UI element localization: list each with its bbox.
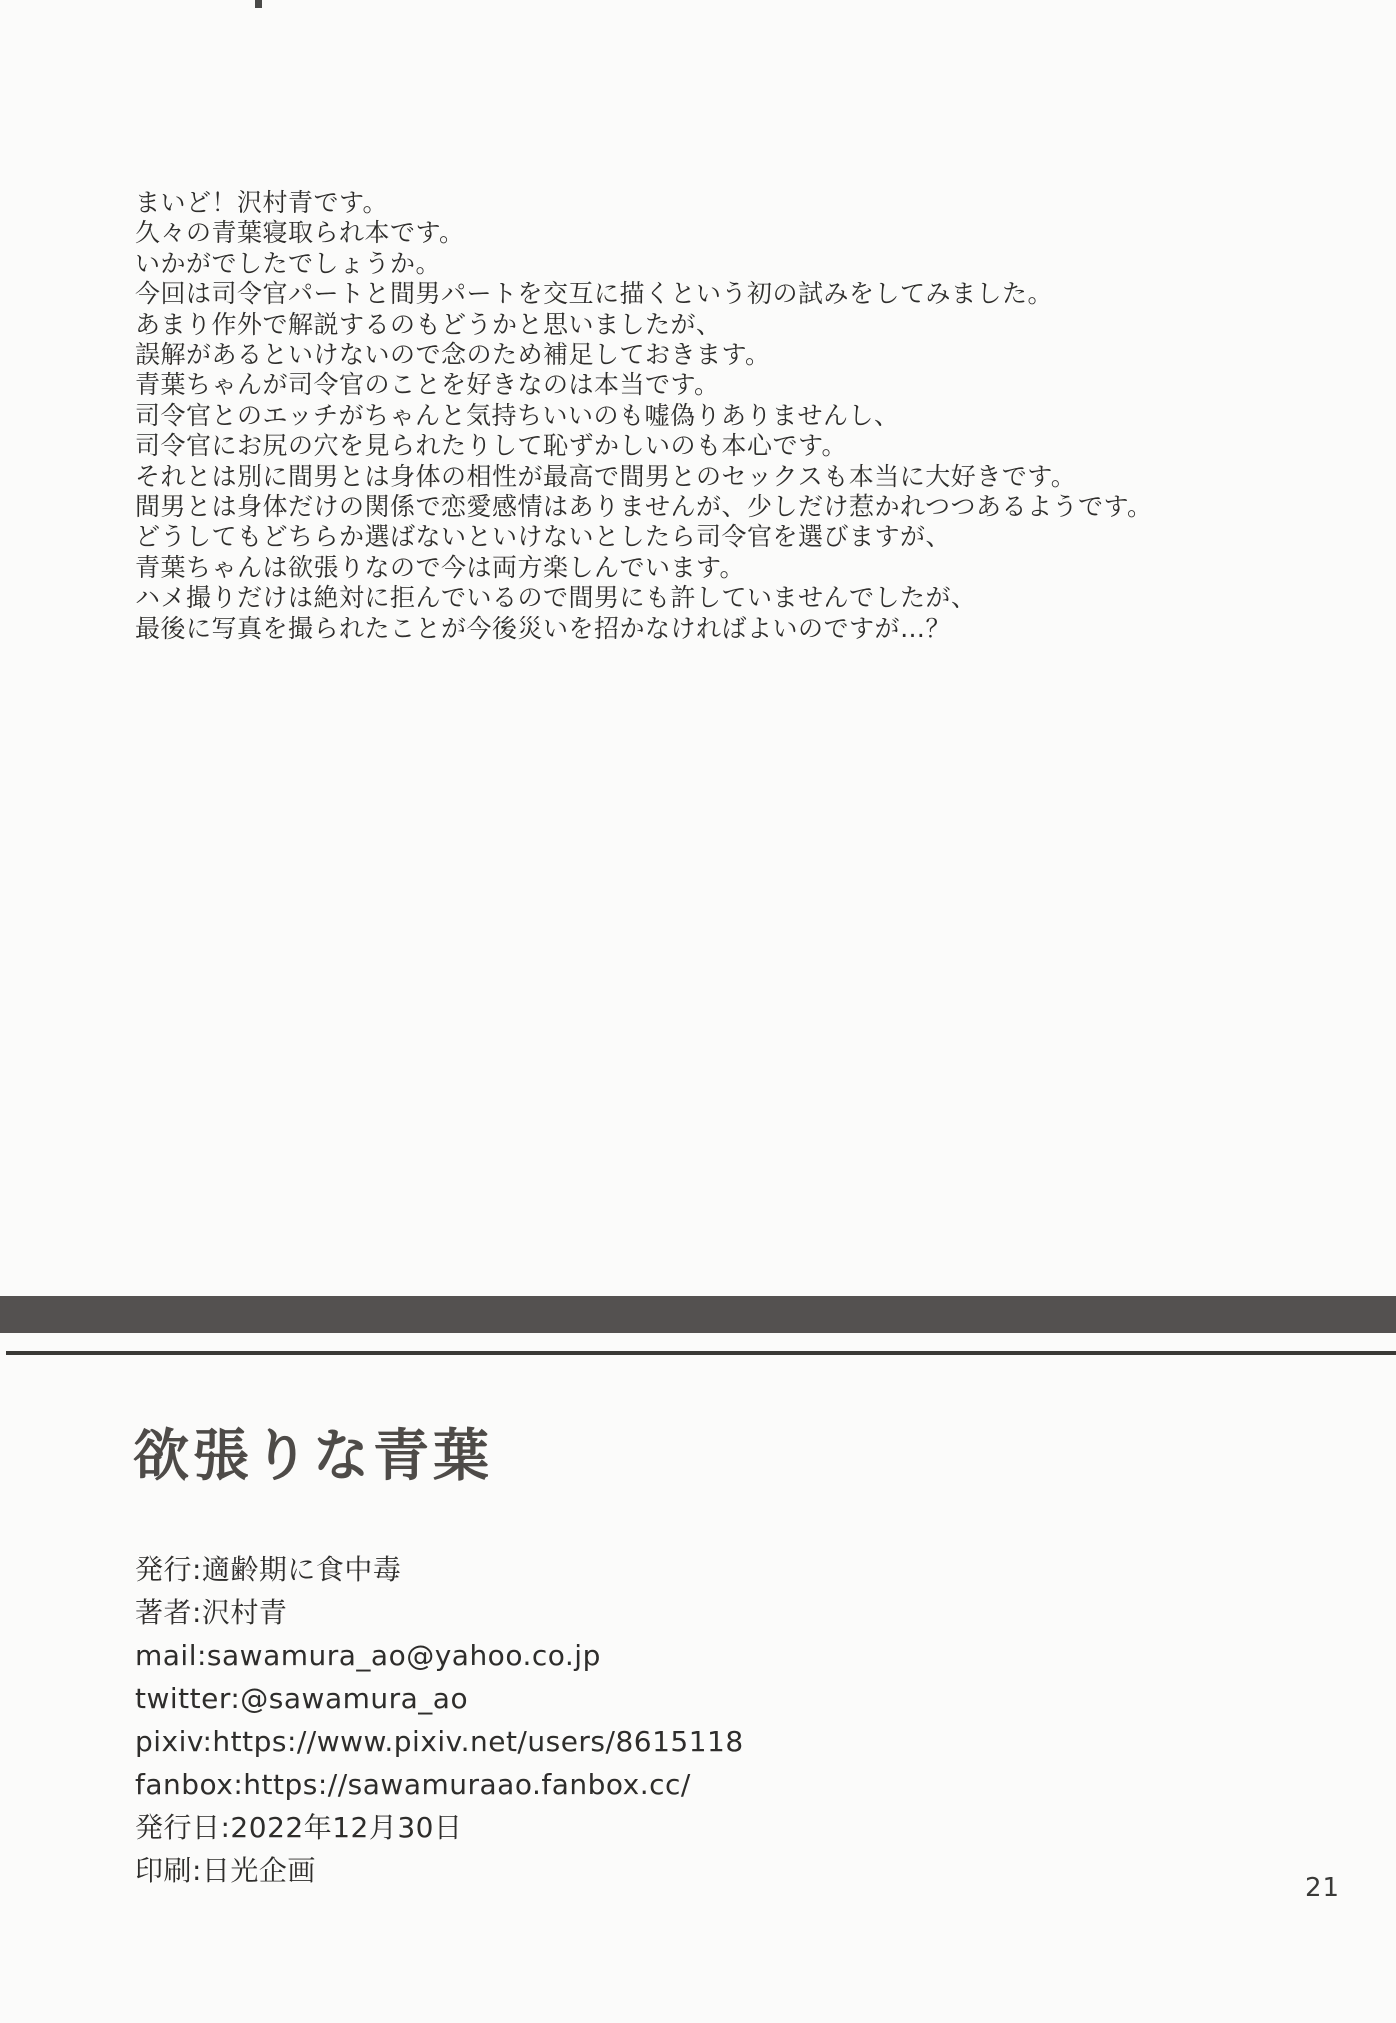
colophon-publish-date: 発行日:2022年12月30日 <box>135 1811 463 1844</box>
colophon-author: 著者:沢村青 <box>135 1596 288 1629</box>
book-title: 欲張りな青葉 <box>133 1424 493 1489</box>
section-divider-rule <box>6 1351 1396 1355</box>
afterword-line: 久々の青葉寝取られ本です。 <box>135 218 465 248</box>
colophon-mail: mail:sawamura_ao@yahoo.co.jp <box>135 1639 601 1672</box>
colophon-fanbox: fanbox:https://sawamuraao.fanbox.cc/ <box>135 1768 691 1801</box>
afterword-line: まいど！沢村青です。 <box>135 188 389 217</box>
scan-artifact-speck <box>255 0 262 8</box>
afterword-line: あまり作外で解説するのもどうかと思いましたが、 <box>135 309 722 339</box>
afterword-line: 青葉ちゃんが司令官のことを好きなのは本当です。 <box>135 370 720 400</box>
afterword-text-block <box>135 188 1285 644</box>
afterword-line: 最後に写真を撮られたことが今後災いを招かなければよいのですが…？ <box>135 613 952 643</box>
afterword-line: 誤解があるといけないので念のため補足しておきます。 <box>135 340 771 370</box>
afterword-line: 青葉ちゃんは欲張りなので今は両方楽しんでいます。 <box>135 552 746 582</box>
colophon-publisher: 発行:適齢期に食中毒 <box>135 1553 402 1586</box>
afterword-line: どうしてもどちらか選ばないといけないとしたら司令官を選びますが、 <box>135 522 952 552</box>
afterword-line: 今回は司令官パートと間男パートを交互に描くという初の試みをしてみました。 <box>135 279 1054 309</box>
afterword-line: 司令官にお尻の穴を見られたりして恥ずかしいのも本心です。 <box>135 431 848 461</box>
page-number: 21 <box>1305 1873 1341 1903</box>
colophon-printer: 印刷:日光企画 <box>135 1854 316 1887</box>
afterword-line: 間男とは身体だけの関係で恋愛感情はありませんが、少しだけ惹かれつつあるようです。 <box>135 492 1153 522</box>
colophon-twitter: twitter:@sawamura_ao <box>135 1682 469 1715</box>
afterword-line: 司令官とのエッチがちゃんと気持ちいいのも嘘偽りありませんし、 <box>135 400 900 430</box>
afterword-line: いかがでしたでしょうか。 <box>135 248 442 278</box>
colophon-pixiv: pixiv:https://www.pixiv.net/users/8615118 <box>135 1725 744 1758</box>
section-divider-bar <box>0 1296 1396 1333</box>
colophon-block <box>135 1548 1035 1892</box>
afterword-line: それとは別に間男とは身体の相性が最高で間男とのセックスも本当に大好きです。 <box>135 461 1077 491</box>
afterword-line: ハメ撮りだけは絶対に拒んでいるので間男にも許していませんでしたが、 <box>135 583 977 613</box>
